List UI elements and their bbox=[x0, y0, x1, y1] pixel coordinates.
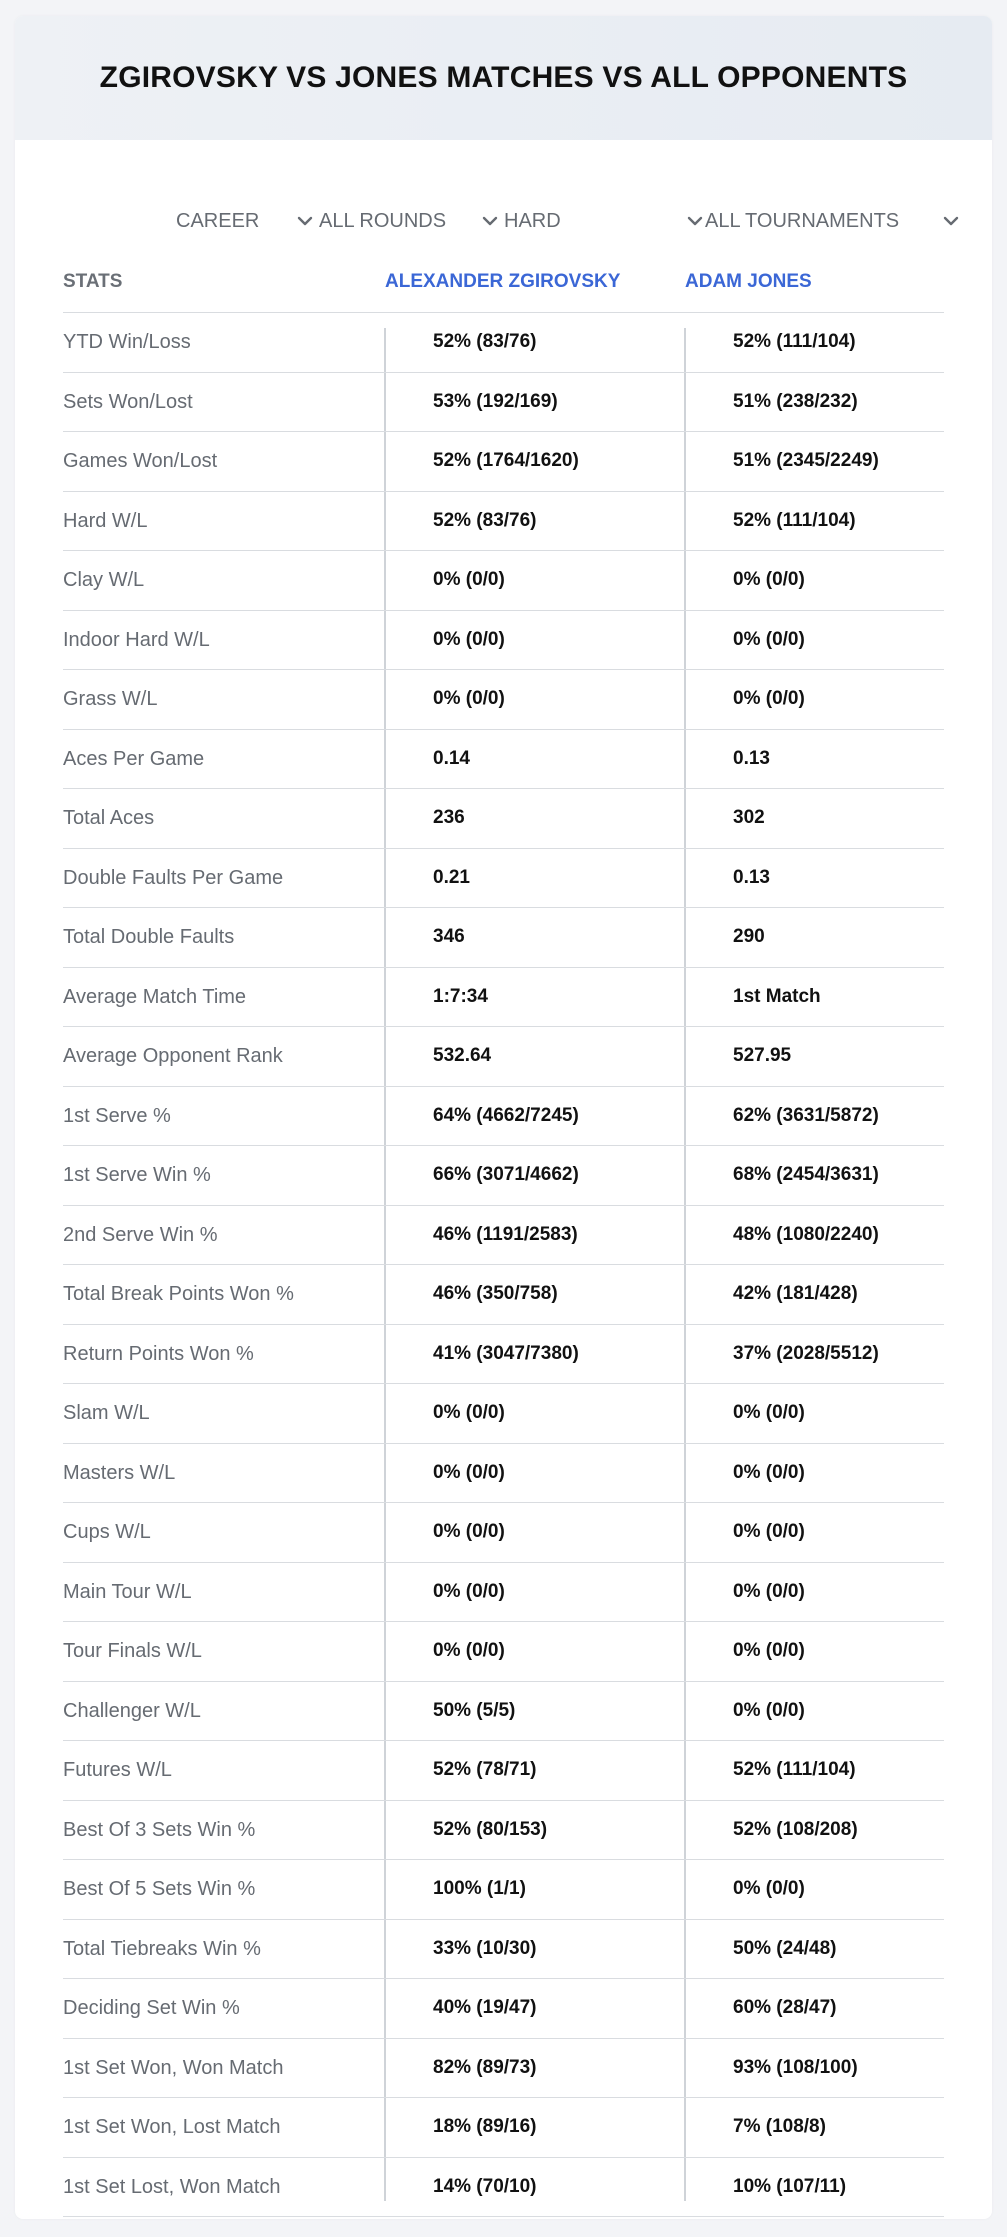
table-row bbox=[63, 1325, 944, 1385]
player2-value: 0% (0/0) bbox=[733, 628, 805, 650]
stat-label: Games Won/Lost bbox=[63, 450, 218, 472]
stat-label: Total Aces bbox=[63, 807, 155, 829]
stat-label: Challenger W/L bbox=[63, 1699, 201, 1722]
player1-value: 0% (0/0) bbox=[433, 688, 505, 709]
stat-label: Indoor Hard W/L bbox=[63, 628, 210, 651]
chevron-down-icon bbox=[481, 212, 499, 230]
filter-bar bbox=[15, 191, 992, 251]
table-row bbox=[63, 789, 944, 849]
column-header-player1[interactable]: ALEXANDER ZGIROVSKY bbox=[385, 271, 621, 292]
player1-value: 64% (4662/7245) bbox=[433, 1104, 579, 1126]
table-row bbox=[63, 551, 944, 611]
stat-label: Main Tour W/L bbox=[63, 1580, 192, 1603]
player2-value: 52% (108/208) bbox=[733, 1818, 858, 1840]
player1-value: 52% (78/71) bbox=[433, 1759, 537, 1780]
stat-label: 1st Set Won, Won Match bbox=[63, 2056, 284, 2079]
player2-value: 0% (0/0) bbox=[733, 569, 805, 590]
page-title: ZGIROVSKY VS JONES MATCHES VS ALL OPPONENTS bbox=[99, 61, 908, 94]
player1-value: 0% (0/0) bbox=[433, 569, 505, 590]
player2-value: 0% (0/0) bbox=[733, 1699, 805, 1721]
table-row bbox=[63, 1622, 944, 1682]
table-row bbox=[63, 2158, 944, 2218]
player1-value: 52% (83/76) bbox=[433, 331, 537, 352]
table-row bbox=[63, 1027, 944, 1087]
table-row bbox=[63, 1979, 944, 2039]
player2-value: 52% (111/104) bbox=[733, 509, 856, 531]
stat-label: Double Faults Per Game bbox=[63, 866, 284, 889]
player1-value: 53% (192/169) bbox=[433, 390, 558, 412]
table-row bbox=[63, 432, 944, 492]
player2-value: 52% (111/104) bbox=[733, 1759, 856, 1780]
player2-value: 7% (108/8) bbox=[733, 2116, 826, 2137]
player2-value: 0% (0/0) bbox=[733, 688, 805, 709]
player1-value: 82% (89/73) bbox=[433, 2056, 537, 2078]
player2-value: 48% (1080/2240) bbox=[733, 1223, 879, 1245]
player2-value: 1st Match bbox=[733, 985, 821, 1007]
player1-value: 0% (0/0) bbox=[433, 1461, 505, 1483]
player2-value: 62% (3631/5872) bbox=[733, 1104, 879, 1126]
player2-value: 527.95 bbox=[733, 1045, 792, 1066]
table-row bbox=[63, 313, 944, 373]
player1-value: 41% (3047/7380) bbox=[433, 1342, 579, 1364]
stat-label: Return Points Won % bbox=[63, 1342, 254, 1365]
table-row bbox=[63, 1384, 944, 1444]
stat-label: 1st Set Lost, Won Match bbox=[63, 2175, 281, 2198]
table-body bbox=[63, 313, 944, 2217]
table-row bbox=[63, 373, 944, 433]
player2-value: 0% (0/0) bbox=[733, 1640, 805, 1661]
player1-value: 1:7:34 bbox=[433, 985, 488, 1007]
stats-card bbox=[15, 16, 992, 2219]
stat-label: Futures W/L bbox=[63, 1759, 172, 1781]
stat-label: Total Break Points Won % bbox=[63, 1283, 294, 1305]
player1-value: 0% (0/0) bbox=[433, 628, 505, 650]
player1-value: 0% (0/0) bbox=[433, 1580, 505, 1602]
stats-table bbox=[63, 252, 944, 2217]
chevron-down-icon bbox=[296, 212, 314, 230]
player1-value: 18% (89/16) bbox=[433, 2116, 537, 2137]
player2-value: 51% (2345/2249) bbox=[733, 450, 879, 471]
table-row bbox=[63, 1563, 944, 1623]
table-header bbox=[63, 252, 944, 313]
table-row bbox=[63, 670, 944, 730]
player2-value: 50% (24/48) bbox=[733, 1937, 837, 1959]
player1-value: 14% (70/10) bbox=[433, 2175, 537, 2197]
stat-label: Grass W/L bbox=[63, 688, 158, 710]
period-select[interactable] bbox=[176, 191, 314, 251]
player2-value: 0% (0/0) bbox=[733, 1580, 805, 1602]
player1-value: 0.21 bbox=[433, 866, 470, 888]
table-row bbox=[63, 1801, 944, 1861]
player2-value: 0.13 bbox=[733, 747, 770, 769]
rounds-select-value: ALL ROUNDS bbox=[319, 209, 447, 232]
table-row bbox=[63, 1741, 944, 1801]
stat-label: 2nd Serve Win % bbox=[63, 1223, 218, 1246]
table-row bbox=[63, 2039, 944, 2099]
player1-value: 0% (0/0) bbox=[433, 1640, 505, 1661]
player2-value: 37% (2028/5512) bbox=[733, 1342, 879, 1364]
player2-value: 0% (0/0) bbox=[733, 1461, 805, 1483]
stat-label: 1st Set Won, Lost Match bbox=[63, 2116, 281, 2138]
chevron-down-icon bbox=[686, 212, 704, 230]
table-row bbox=[63, 1087, 944, 1147]
tournaments-select[interactable] bbox=[705, 191, 960, 251]
table-row bbox=[63, 1206, 944, 1266]
player1-value: 0.14 bbox=[433, 747, 470, 769]
player1-value: 52% (1764/1620) bbox=[433, 450, 579, 471]
chevron-down-icon bbox=[942, 212, 960, 230]
player1-value: 46% (350/758) bbox=[433, 1283, 558, 1304]
player2-value: 93% (108/100) bbox=[733, 2056, 858, 2078]
stat-label: Deciding Set Win % bbox=[63, 1997, 240, 2019]
player2-value: 68% (2454/3631) bbox=[733, 1164, 879, 1185]
table-row bbox=[63, 2098, 944, 2158]
player2-value: 51% (238/232) bbox=[733, 390, 858, 412]
stat-label: Total Tiebreaks Win % bbox=[63, 1937, 261, 1960]
player1-value: 0% (0/0) bbox=[433, 1521, 505, 1542]
stat-label: Aces Per Game bbox=[63, 747, 205, 770]
table-row bbox=[63, 1920, 944, 1980]
table-row bbox=[63, 968, 944, 1028]
player1-value: 0% (0/0) bbox=[433, 1402, 505, 1423]
table-row bbox=[63, 492, 944, 552]
period-select-value: CAREER bbox=[176, 209, 260, 232]
stat-label: Slam W/L bbox=[63, 1402, 150, 1424]
player1-value: 40% (19/47) bbox=[433, 1997, 537, 2018]
surface-select-value: HARD bbox=[504, 209, 561, 232]
stat-label: YTD Win/Loss bbox=[63, 331, 191, 353]
stat-label: Clay W/L bbox=[63, 569, 145, 591]
player2-value: 290 bbox=[733, 926, 765, 947]
table-row bbox=[63, 908, 944, 968]
player2-value: 0.13 bbox=[733, 866, 770, 888]
table-row bbox=[63, 849, 944, 909]
player1-value: 66% (3071/4662) bbox=[433, 1164, 579, 1185]
table-row bbox=[63, 1146, 944, 1206]
table-row bbox=[63, 730, 944, 790]
player1-value: 236 bbox=[433, 807, 465, 828]
stat-label: Cups W/L bbox=[63, 1521, 151, 1543]
stat-label: Sets Won/Lost bbox=[63, 390, 193, 413]
player2-value: 0% (0/0) bbox=[733, 1402, 805, 1423]
stat-label: Hard W/L bbox=[63, 509, 148, 532]
player1-value: 52% (80/153) bbox=[433, 1818, 548, 1840]
stat-label: Tour Finals W/L bbox=[63, 1640, 202, 1662]
table-row bbox=[63, 1444, 944, 1504]
player2-value: 42% (181/428) bbox=[733, 1283, 858, 1304]
stat-label: 1st Serve Win % bbox=[63, 1164, 211, 1186]
table-row bbox=[63, 611, 944, 671]
player2-value: 52% (111/104) bbox=[733, 331, 856, 352]
table-row bbox=[63, 1265, 944, 1325]
page-header bbox=[15, 16, 992, 140]
column-header-player2[interactable]: ADAM JONES bbox=[685, 271, 812, 292]
player2-value: 0% (0/0) bbox=[733, 1878, 805, 1899]
stat-label: Best Of 5 Sets Win % bbox=[63, 1878, 256, 1900]
player1-value: 52% (83/76) bbox=[433, 509, 537, 531]
surface-select[interactable] bbox=[504, 191, 704, 251]
stat-label: 1st Serve % bbox=[63, 1104, 171, 1127]
player2-value: 60% (28/47) bbox=[733, 1997, 837, 2018]
stat-label: Average Opponent Rank bbox=[63, 1045, 283, 1067]
tournaments-select-value: ALL TOURNAMENTS bbox=[705, 209, 900, 232]
stat-label: Best Of 3 Sets Win % bbox=[63, 1818, 256, 1841]
table-row bbox=[63, 1682, 944, 1742]
rounds-select[interactable] bbox=[319, 191, 499, 251]
column-header-stats: STATS bbox=[63, 271, 123, 292]
player2-value: 10% (107/11) bbox=[733, 2175, 847, 2197]
player1-value: 100% (1/1) bbox=[433, 1878, 526, 1899]
player2-value: 302 bbox=[733, 807, 765, 828]
stat-label: Average Match Time bbox=[63, 985, 247, 1008]
table-row bbox=[63, 1503, 944, 1563]
player1-value: 46% (1191/2583) bbox=[433, 1223, 578, 1245]
stat-label: Masters W/L bbox=[63, 1461, 176, 1484]
table-row bbox=[63, 1860, 944, 1920]
player1-value: 33% (10/30) bbox=[433, 1937, 537, 1959]
player1-value: 346 bbox=[433, 926, 465, 947]
stat-label: Total Double Faults bbox=[63, 926, 235, 948]
player2-value: 0% (0/0) bbox=[733, 1521, 805, 1542]
player1-value: 50% (5/5) bbox=[433, 1699, 516, 1721]
player1-value: 532.64 bbox=[433, 1045, 492, 1066]
